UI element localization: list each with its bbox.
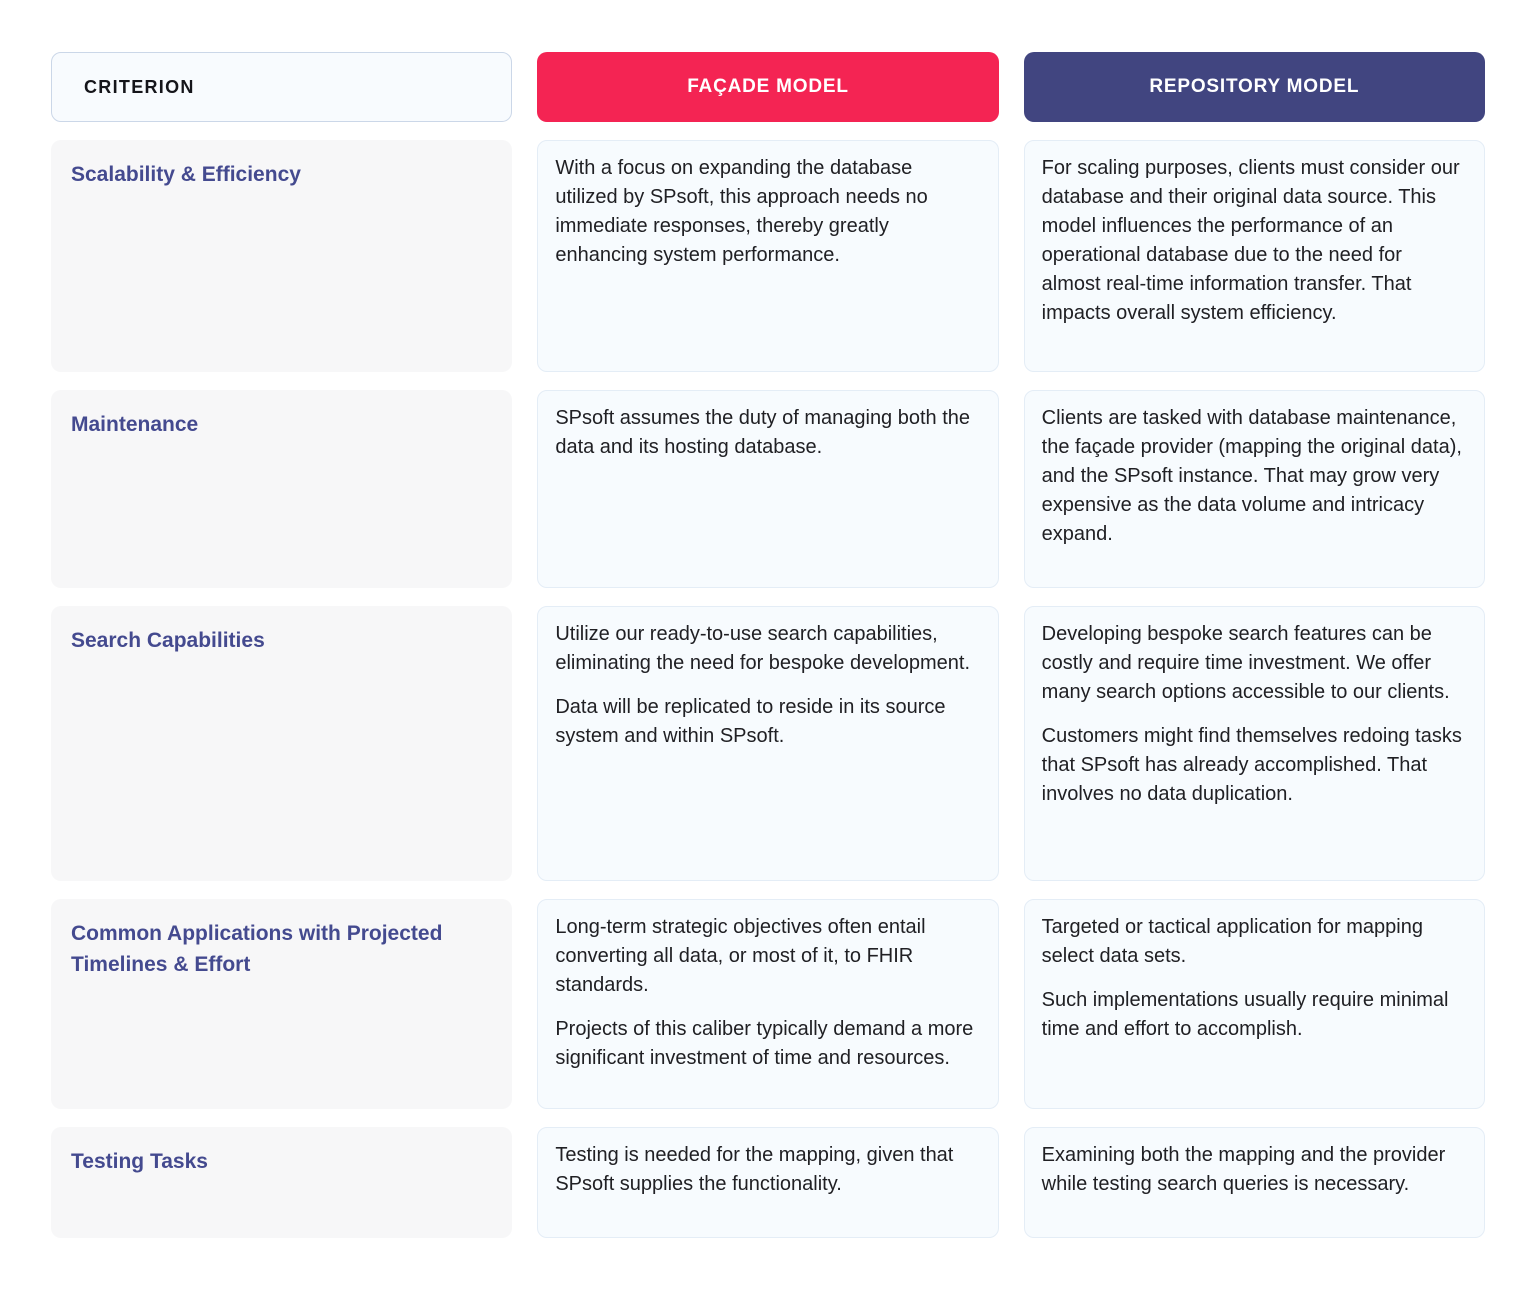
repository-cell <box>1024 140 1485 372</box>
column-header-criterion-label: CRITERION <box>84 76 195 97</box>
comparison-table <box>51 52 1485 1238</box>
column-header-repository-label: REPOSITORY MODEL <box>1149 76 1360 97</box>
criterion-label: Maintenance <box>71 413 199 436</box>
criterion-cell <box>51 1127 512 1238</box>
repository-cell <box>1024 899 1485 1109</box>
column-header-facade-label: FAÇADE MODEL <box>687 76 849 97</box>
facade-cell <box>537 899 998 1109</box>
criterion-cell <box>51 606 512 881</box>
criterion-cell <box>51 390 512 588</box>
repository-cell-paragraph: Targeted or tactical application for mapping select data sets. <box>1041 916 1423 967</box>
facade-cell <box>537 140 998 372</box>
facade-cell-paragraph: Data will be replicated to reside in its source system and within SPsoft. <box>555 696 946 747</box>
repository-cell-paragraph: For scaling purposes, clients must consider our database and their original data source. This model influences the performance of an operational database due to the need for almost real-time information transfer. That impacts overall system efficiency. <box>1041 157 1460 324</box>
repository-cell-paragraph: Clients are tasked with database maintenance, the façade provider (mapping the original data), and the SPsoft instance. That may grow very expensive as the data volume and intricacy expand. <box>1041 407 1462 545</box>
criterion-label: Testing Tasks <box>71 1150 208 1173</box>
repository-cell <box>1024 390 1485 588</box>
column-header-facade <box>537 52 998 122</box>
repository-cell-paragraph: Customers might find themselves redoing tasks that SPsoft has already accomplished. That involves no data duplication. <box>1041 725 1462 805</box>
repository-cell-paragraph: Examining both the mapping and the provider while testing search queries is necessary. <box>1041 1144 1446 1195</box>
repository-cell <box>1024 606 1485 881</box>
column-header-criterion <box>51 52 512 122</box>
criterion-cell <box>51 899 512 1109</box>
criterion-cell <box>51 140 512 372</box>
facade-cell-paragraph: With a focus on expanding the database utilized by SPsoft, this approach needs no immediate responses, thereby greatly enhancing system performance. <box>555 157 928 266</box>
facade-cell-paragraph: Utilize our ready-to-use search capabilities, eliminating the need for bespoke development. <box>555 623 971 674</box>
facade-cell-paragraph: SPsoft assumes the duty of managing both the data and its hosting database. <box>555 407 971 458</box>
repository-cell-paragraph: Developing bespoke search features can be costly and require time investment. We offer many search options accessible to our clients. <box>1041 623 1450 703</box>
criterion-label: Search Capabilities <box>71 629 265 652</box>
facade-cell-paragraph: Testing is needed for the mapping, given that SPsoft supplies the functionality. <box>555 1144 954 1195</box>
facade-cell <box>537 1127 998 1238</box>
facade-cell-paragraph: Projects of this caliber typically demand a more significant investment of time and resources. <box>555 1018 974 1069</box>
criterion-label: Scalability & Efficiency <box>71 163 301 186</box>
criterion-label: Common Applications with Projected Timelines & Effort <box>71 922 443 977</box>
column-header-repository <box>1024 52 1485 122</box>
facade-cell <box>537 390 998 588</box>
facade-cell-paragraph: Long-term strategic objectives often entail converting all data, or most of it, to FHIR standards. <box>555 916 926 996</box>
repository-cell <box>1024 1127 1485 1238</box>
repository-cell-paragraph: Such implementations usually require minimal time and effort to accomplish. <box>1041 989 1449 1040</box>
facade-cell <box>537 606 998 881</box>
